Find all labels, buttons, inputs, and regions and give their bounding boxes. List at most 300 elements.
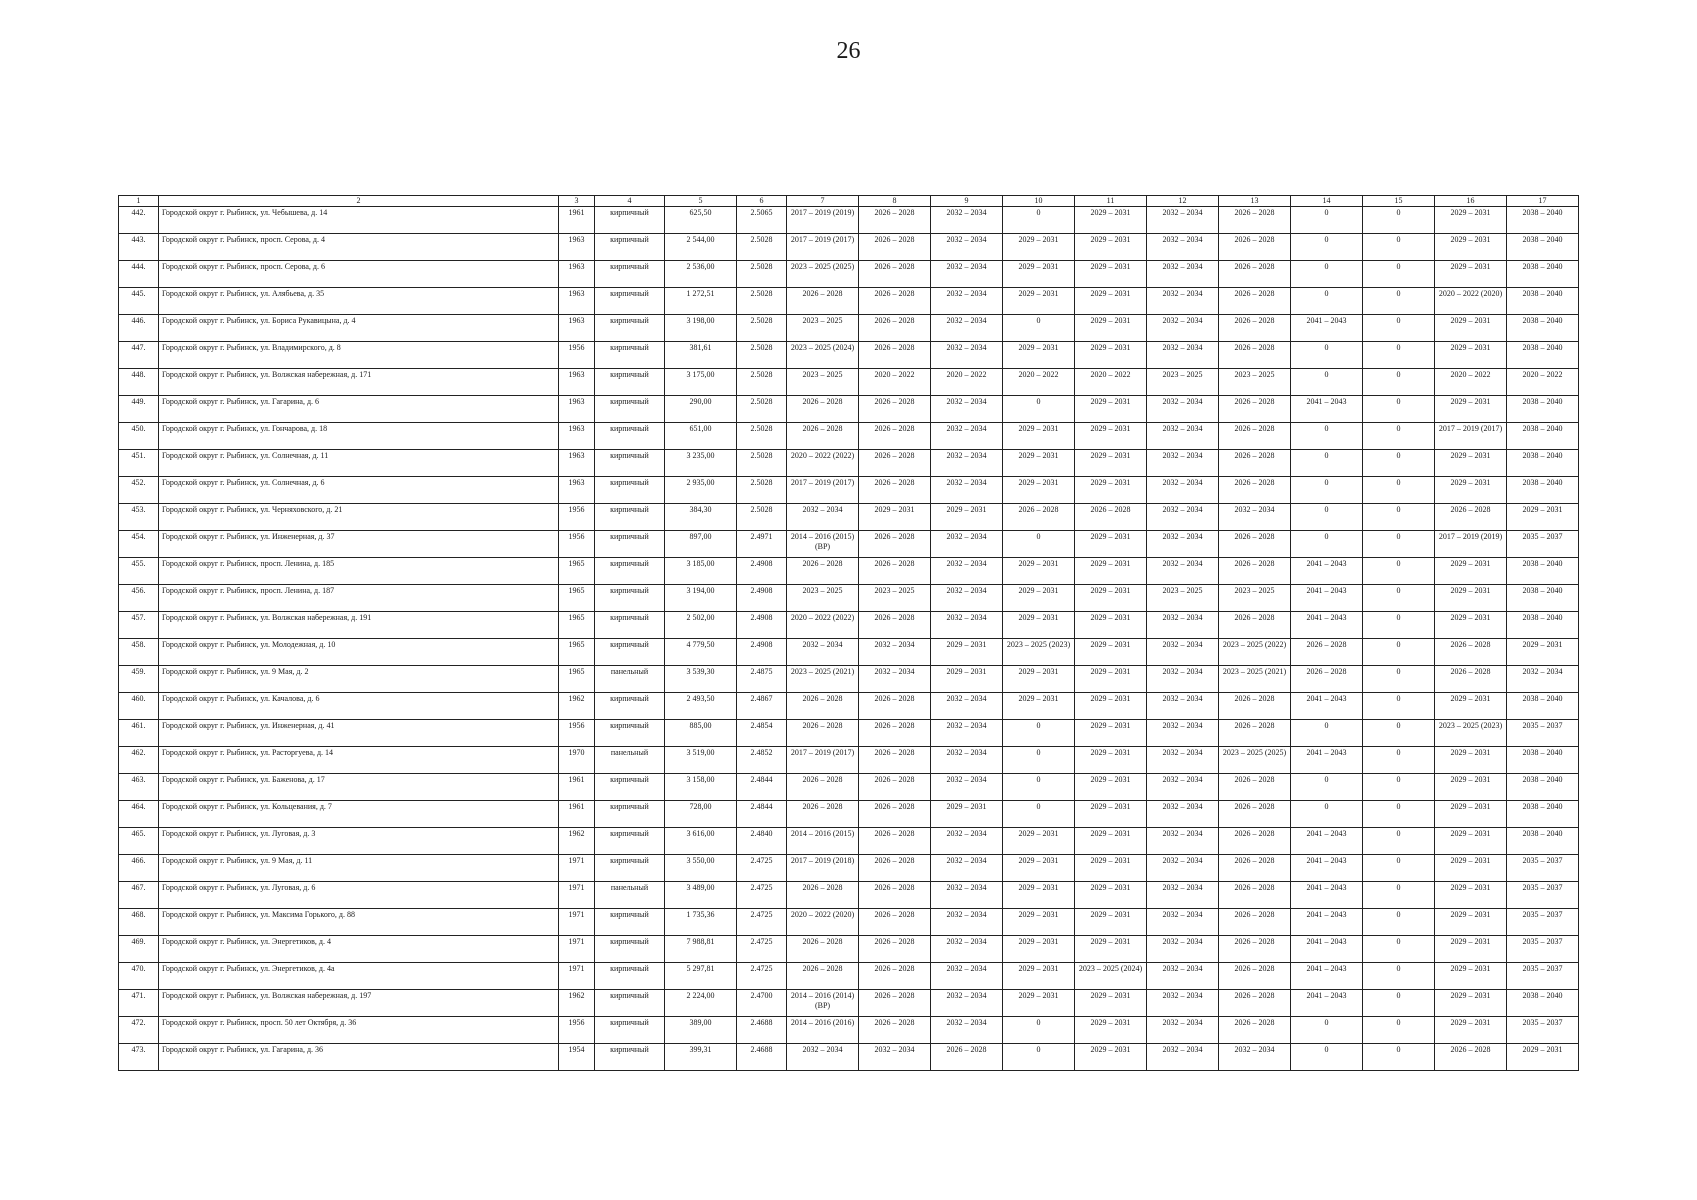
- table-cell: 2026 – 2028: [859, 342, 931, 369]
- row-number-cell: 449.: [119, 396, 159, 423]
- table-cell: 2029 – 2031: [1003, 963, 1075, 990]
- table-cell: 3 235,00: [665, 450, 737, 477]
- table-cell: 2.5028: [737, 423, 787, 450]
- table-cell: 2029 – 2031: [1075, 315, 1147, 342]
- table-cell: 0: [1291, 423, 1363, 450]
- table-cell: кирпичный: [595, 936, 665, 963]
- table-cell: кирпичный: [595, 315, 665, 342]
- table-cell: 2017 – 2019 (2017): [787, 234, 859, 261]
- table-row: [119, 909, 1579, 936]
- row-number-cell: 445.: [119, 288, 159, 315]
- table-cell: 2023 – 2025: [1219, 369, 1291, 396]
- column-header: 15: [1363, 196, 1435, 207]
- table-cell: 2014 – 2016 (2015) (ВР): [787, 531, 859, 558]
- row-number-cell: 460.: [119, 693, 159, 720]
- table-cell: 1956: [559, 531, 595, 558]
- table-cell: 2041 – 2043: [1291, 315, 1363, 342]
- table-cell: 2.4844: [737, 774, 787, 801]
- row-number-cell: 452.: [119, 477, 159, 504]
- column-header: 13: [1219, 196, 1291, 207]
- table-cell: 2029 – 2031: [1075, 855, 1147, 882]
- table-cell: 2029 – 2031: [1075, 477, 1147, 504]
- table-cell: 2026 – 2028: [1219, 963, 1291, 990]
- table-cell: 2026 – 2028: [787, 801, 859, 828]
- table-cell: 0: [1363, 693, 1435, 720]
- table-cell: 2023 – 2025 (2022): [1219, 639, 1291, 666]
- table-cell: 2038 – 2040: [1507, 234, 1579, 261]
- table-cell: 2026 – 2028: [1219, 288, 1291, 315]
- table-cell: 2032 – 2034: [859, 666, 931, 693]
- table-cell: 384,30: [665, 504, 737, 531]
- table-cell: 2029 – 2031: [1435, 963, 1507, 990]
- table-cell: 2032 – 2034: [931, 450, 1003, 477]
- row-number-cell: 463.: [119, 774, 159, 801]
- table-cell: 0: [1363, 1044, 1435, 1071]
- address-cell: Городской округ г. Рыбинск, ул. Волжская набережная, д. 171: [159, 369, 559, 396]
- table-cell: 2032 – 2034: [1147, 234, 1219, 261]
- row-number-cell: 450.: [119, 423, 159, 450]
- table-cell: 2035 – 2037: [1507, 909, 1579, 936]
- table-cell: 0: [1363, 558, 1435, 585]
- table-cell: 2029 – 2031: [1075, 612, 1147, 639]
- table-cell: кирпичный: [595, 612, 665, 639]
- table-cell: 2038 – 2040: [1507, 612, 1579, 639]
- table-cell: 2032 – 2034: [1147, 774, 1219, 801]
- table-cell: 2038 – 2040: [1507, 747, 1579, 774]
- table-cell: 0: [1363, 1017, 1435, 1044]
- row-number-cell: 457.: [119, 612, 159, 639]
- row-number-cell: 468.: [119, 909, 159, 936]
- table-cell: 0: [1363, 855, 1435, 882]
- table-cell: 0: [1291, 261, 1363, 288]
- table-cell: кирпичный: [595, 207, 665, 234]
- table-cell: 2026 – 2028: [1435, 504, 1507, 531]
- address-cell: Городской округ г. Рыбинск, ул. Бориса Рукавицына, д. 4: [159, 315, 559, 342]
- table-cell: 1970: [559, 747, 595, 774]
- table-cell: 2026 – 2028: [1219, 1017, 1291, 1044]
- table-cell: 2029 – 2031: [1435, 936, 1507, 963]
- table-cell: 2.4725: [737, 855, 787, 882]
- table-cell: 4 779,50: [665, 639, 737, 666]
- table-cell: 2026 – 2028: [859, 801, 931, 828]
- table-cell: 2032 – 2034: [931, 909, 1003, 936]
- row-number-cell: 448.: [119, 369, 159, 396]
- row-number-cell: 470.: [119, 963, 159, 990]
- table-cell: 1956: [559, 720, 595, 747]
- table-cell: 2032 – 2034: [931, 774, 1003, 801]
- table-cell: 2029 – 2031: [1075, 585, 1147, 612]
- table-cell: 2023 – 2025 (2021): [1219, 666, 1291, 693]
- table-cell: 2.4908: [737, 612, 787, 639]
- table-cell: 2035 – 2037: [1507, 720, 1579, 747]
- table-cell: 2029 – 2031: [1003, 342, 1075, 369]
- table-cell: 2014 – 2016 (2016): [787, 1017, 859, 1044]
- table-cell: 2029 – 2031: [1435, 747, 1507, 774]
- table-cell: 2.5028: [737, 234, 787, 261]
- address-cell: Городской округ г. Рыбинск, ул. Кольцевания, д. 7: [159, 801, 559, 828]
- table-cell: 2029 – 2031: [1435, 261, 1507, 288]
- table-cell: 2 493,50: [665, 693, 737, 720]
- table-cell: 2026 – 2028: [859, 990, 931, 1017]
- table-cell: 0: [1003, 774, 1075, 801]
- table-cell: 2032 – 2034: [787, 504, 859, 531]
- address-cell: Городской округ г. Рыбинск, ул. Волжская набережная, д. 197: [159, 990, 559, 1017]
- row-number-cell: 473.: [119, 1044, 159, 1071]
- table-cell: 2032 – 2034: [1147, 1044, 1219, 1071]
- table-cell: 2041 – 2043: [1291, 828, 1363, 855]
- table-cell: 2029 – 2031: [1435, 882, 1507, 909]
- table-row: [119, 747, 1579, 774]
- table-cell: 2026 – 2028: [1219, 612, 1291, 639]
- table-cell: кирпичный: [595, 477, 665, 504]
- table-cell: 1963: [559, 315, 595, 342]
- table-cell: 2029 – 2031: [1003, 990, 1075, 1017]
- table-cell: 2032 – 2034: [787, 1044, 859, 1071]
- table-cell: 2026 – 2028: [1219, 261, 1291, 288]
- table-cell: 2038 – 2040: [1507, 585, 1579, 612]
- table-cell: 2029 – 2031: [1003, 693, 1075, 720]
- table-cell: 2032 – 2034: [1147, 693, 1219, 720]
- table-cell: 2032 – 2034: [1147, 639, 1219, 666]
- table-cell: 2 536,00: [665, 261, 737, 288]
- address-cell: Городской округ г. Рыбинск, ул. Чебышева, д. 14: [159, 207, 559, 234]
- table-cell: 2029 – 2031: [1075, 936, 1147, 963]
- table-cell: 2038 – 2040: [1507, 342, 1579, 369]
- table-cell: 2029 – 2031: [1075, 423, 1147, 450]
- table-cell: 2026 – 2028: [859, 963, 931, 990]
- table-cell: 2.5028: [737, 315, 787, 342]
- table-cell: 2029 – 2031: [1075, 693, 1147, 720]
- table-cell: кирпичный: [595, 1044, 665, 1071]
- column-header: 8: [859, 196, 931, 207]
- table-cell: 2023 – 2025 (2021): [787, 666, 859, 693]
- table-cell: 0: [1363, 207, 1435, 234]
- table-cell: 2026 – 2028: [1219, 450, 1291, 477]
- row-number-cell: 469.: [119, 936, 159, 963]
- address-cell: Городской округ г. Рыбинск, просп. Ленина, д. 187: [159, 585, 559, 612]
- table-cell: 1956: [559, 342, 595, 369]
- table-cell: 0: [1291, 1017, 1363, 1044]
- table-cell: 2 935,00: [665, 477, 737, 504]
- table-cell: 2041 – 2043: [1291, 558, 1363, 585]
- table-cell: 2041 – 2043: [1291, 882, 1363, 909]
- table-cell: 2032 – 2034: [1147, 207, 1219, 234]
- table-cell: 2038 – 2040: [1507, 261, 1579, 288]
- table-cell: 0: [1363, 747, 1435, 774]
- table-cell: 2.4725: [737, 936, 787, 963]
- table-cell: 2023 – 2025: [1147, 369, 1219, 396]
- table-cell: 2029 – 2031: [1003, 423, 1075, 450]
- column-header: 5: [665, 196, 737, 207]
- table-cell: кирпичный: [595, 963, 665, 990]
- table-cell: 2023 – 2025: [787, 315, 859, 342]
- column-header: 14: [1291, 196, 1363, 207]
- table-cell: 2029 – 2031: [1435, 801, 1507, 828]
- table-cell: 2032 – 2034: [931, 261, 1003, 288]
- address-cell: Городской округ г. Рыбинск, ул. Качалова, д. 6: [159, 693, 559, 720]
- table-cell: 2041 – 2043: [1291, 396, 1363, 423]
- table-cell: 2032 – 2034: [1147, 1017, 1219, 1044]
- table-cell: 2032 – 2034: [1147, 531, 1219, 558]
- table-row: [119, 261, 1579, 288]
- table-cell: 2026 – 2028: [1219, 720, 1291, 747]
- table-cell: 2032 – 2034: [787, 639, 859, 666]
- table-cell: 2032 – 2034: [931, 1017, 1003, 1044]
- table-cell: 2029 – 2031: [1075, 396, 1147, 423]
- row-number-cell: 458.: [119, 639, 159, 666]
- table-cell: 2017 – 2019 (2019): [787, 207, 859, 234]
- table-cell: 2032 – 2034: [931, 612, 1003, 639]
- address-cell: Городской округ г. Рыбинск, ул. Солнечная, д. 11: [159, 450, 559, 477]
- table-cell: 2041 – 2043: [1291, 909, 1363, 936]
- table-cell: 1971: [559, 963, 595, 990]
- table-cell: 0: [1291, 207, 1363, 234]
- table-cell: 2041 – 2043: [1291, 990, 1363, 1017]
- table-cell: 2026 – 2028: [1219, 774, 1291, 801]
- table-row: [119, 558, 1579, 585]
- table-cell: 1963: [559, 450, 595, 477]
- column-header: 7: [787, 196, 859, 207]
- address-cell: Городской округ г. Рыбинск, ул. Расторгуева, д. 14: [159, 747, 559, 774]
- table-cell: 2020 – 2022: [1003, 369, 1075, 396]
- table-cell: 2038 – 2040: [1507, 990, 1579, 1017]
- column-header: 1: [119, 196, 159, 207]
- table-cell: 2026 – 2028: [1219, 855, 1291, 882]
- table-row: [119, 720, 1579, 747]
- column-header: 16: [1435, 196, 1507, 207]
- table-cell: 0: [1363, 477, 1435, 504]
- table-cell: 1971: [559, 936, 595, 963]
- table-cell: 2023 – 2025 (2024): [787, 342, 859, 369]
- table-cell: 2032 – 2034: [931, 288, 1003, 315]
- table-cell: 2.4867: [737, 693, 787, 720]
- table-cell: панельный: [595, 666, 665, 693]
- table-cell: 3 194,00: [665, 585, 737, 612]
- table-cell: 2.4700: [737, 990, 787, 1017]
- table-cell: 2029 – 2031: [1075, 882, 1147, 909]
- table-cell: 0: [1291, 774, 1363, 801]
- table-cell: 1965: [559, 666, 595, 693]
- table-cell: 0: [1291, 801, 1363, 828]
- column-header: 3: [559, 196, 595, 207]
- address-cell: Городской округ г. Рыбинск, ул. Энергетиков, д. 4: [159, 936, 559, 963]
- table-cell: 2038 – 2040: [1507, 693, 1579, 720]
- table-cell: 2026 – 2028: [1219, 990, 1291, 1017]
- table-cell: 2.5028: [737, 342, 787, 369]
- table-cell: 2032 – 2034: [1147, 612, 1219, 639]
- table-cell: 2029 – 2031: [1075, 639, 1147, 666]
- table-row: [119, 855, 1579, 882]
- table-cell: 2032 – 2034: [1147, 315, 1219, 342]
- table-cell: 2029 – 2031: [1003, 612, 1075, 639]
- table-cell: 1963: [559, 234, 595, 261]
- table-cell: 2026 – 2028: [1219, 477, 1291, 504]
- table-cell: 2032 – 2034: [931, 234, 1003, 261]
- table-cell: 2032 – 2034: [931, 558, 1003, 585]
- row-number-cell: 442.: [119, 207, 159, 234]
- address-cell: Городской округ г. Рыбинск, ул. Молодежная, д. 10: [159, 639, 559, 666]
- table-cell: кирпичный: [595, 585, 665, 612]
- table-cell: 2020 – 2022 (2020): [1435, 288, 1507, 315]
- table-cell: 2038 – 2040: [1507, 207, 1579, 234]
- table-cell: 2032 – 2034: [1147, 342, 1219, 369]
- table-cell: 1963: [559, 423, 595, 450]
- table-row: [119, 963, 1579, 990]
- table-cell: 2020 – 2022 (2022): [787, 612, 859, 639]
- table-cell: кирпичный: [595, 423, 665, 450]
- table-cell: 0: [1291, 531, 1363, 558]
- table-cell: 2023 – 2025: [787, 369, 859, 396]
- address-cell: Городской округ г. Рыбинск, ул. Гончарова, д. 18: [159, 423, 559, 450]
- table-cell: 2029 – 2031: [1003, 882, 1075, 909]
- address-cell: Городской округ г. Рыбинск, ул. Луговая, д. 6: [159, 882, 559, 909]
- table-cell: 2026 – 2028: [787, 693, 859, 720]
- table-cell: 2029 – 2031: [931, 639, 1003, 666]
- table-cell: 3 550,00: [665, 855, 737, 882]
- table-cell: 2020 – 2022: [1435, 369, 1507, 396]
- table-cell: 2029 – 2031: [1075, 801, 1147, 828]
- table-cell: кирпичный: [595, 774, 665, 801]
- table-cell: 2032 – 2034: [931, 720, 1003, 747]
- column-header: 4: [595, 196, 665, 207]
- table-cell: 0: [1363, 666, 1435, 693]
- table-cell: 2029 – 2031: [1075, 747, 1147, 774]
- table-cell: кирпичный: [595, 855, 665, 882]
- table-cell: 2.4854: [737, 720, 787, 747]
- address-cell: Городской округ г. Рыбинск, ул. Владимирского, д. 8: [159, 342, 559, 369]
- table-cell: 0: [1363, 423, 1435, 450]
- row-number-cell: 462.: [119, 747, 159, 774]
- table-cell: 0: [1003, 801, 1075, 828]
- table-cell: 2.4908: [737, 639, 787, 666]
- table-cell: 2026 – 2028: [787, 882, 859, 909]
- table-cell: 625,50: [665, 207, 737, 234]
- table-cell: 2026 – 2028: [859, 882, 931, 909]
- row-number-cell: 464.: [119, 801, 159, 828]
- table-cell: 0: [1291, 288, 1363, 315]
- row-number-cell: 459.: [119, 666, 159, 693]
- table-cell: 2026 – 2028: [859, 828, 931, 855]
- table-cell: 2038 – 2040: [1507, 477, 1579, 504]
- table-cell: 2 544,00: [665, 234, 737, 261]
- table-cell: 2020 – 2022: [859, 369, 931, 396]
- table-cell: 2020 – 2022 (2022): [787, 450, 859, 477]
- table-cell: 2029 – 2031: [1003, 855, 1075, 882]
- table-cell: 2029 – 2031: [1435, 990, 1507, 1017]
- table-cell: 2035 – 2037: [1507, 963, 1579, 990]
- table-cell: 2032 – 2034: [1147, 828, 1219, 855]
- table-cell: 2.4688: [737, 1017, 787, 1044]
- row-number-cell: 472.: [119, 1017, 159, 1044]
- table-cell: кирпичный: [595, 531, 665, 558]
- table-cell: 2.4688: [737, 1044, 787, 1071]
- table-cell: 2020 – 2022: [931, 369, 1003, 396]
- table-cell: 2029 – 2031: [1075, 828, 1147, 855]
- table-cell: 2029 – 2031: [1003, 909, 1075, 936]
- table-cell: 0: [1363, 585, 1435, 612]
- table-cell: 2017 – 2019 (2019): [1435, 531, 1507, 558]
- table-cell: 2017 – 2019 (2017): [787, 477, 859, 504]
- table-cell: 2026 – 2028: [1219, 423, 1291, 450]
- table-cell: 3 519,00: [665, 747, 737, 774]
- table-cell: 0: [1363, 396, 1435, 423]
- table-row: [119, 990, 1579, 1017]
- table-cell: кирпичный: [595, 288, 665, 315]
- table-cell: 0: [1363, 504, 1435, 531]
- table-row: [119, 504, 1579, 531]
- row-number-cell: 443.: [119, 234, 159, 261]
- table-cell: 2032 – 2034: [931, 531, 1003, 558]
- table-cell: 2032 – 2034: [1219, 504, 1291, 531]
- table-cell: 0: [1363, 990, 1435, 1017]
- table-cell: 2032 – 2034: [931, 396, 1003, 423]
- table-cell: 2026 – 2028: [1435, 1044, 1507, 1071]
- table-cell: 2032 – 2034: [931, 882, 1003, 909]
- table-cell: 2017 – 2019 (2018): [787, 855, 859, 882]
- table-cell: 2029 – 2031: [1075, 666, 1147, 693]
- table-cell: 2026 – 2028: [787, 396, 859, 423]
- table-cell: 0: [1003, 315, 1075, 342]
- table-cell: 2032 – 2034: [1147, 504, 1219, 531]
- table-cell: 2029 – 2031: [1003, 261, 1075, 288]
- address-cell: Городской округ г. Рыбинск, ул. Гагарина, д. 36: [159, 1044, 559, 1071]
- table-cell: 2026 – 2028: [859, 396, 931, 423]
- table-cell: 2032 – 2034: [1147, 261, 1219, 288]
- table-cell: 381,61: [665, 342, 737, 369]
- table-cell: 2041 – 2043: [1291, 963, 1363, 990]
- table-cell: 0: [1003, 720, 1075, 747]
- table-cell: 0: [1363, 450, 1435, 477]
- table-cell: 2014 – 2016 (2014) (ВР): [787, 990, 859, 1017]
- table-cell: 2020 – 2022 (2020): [787, 909, 859, 936]
- table-cell: 0: [1363, 531, 1435, 558]
- table-cell: 2017 – 2019 (2017): [787, 747, 859, 774]
- table-cell: 2026 – 2028: [859, 531, 931, 558]
- table-cell: 2032 – 2034: [1147, 477, 1219, 504]
- table-row: [119, 801, 1579, 828]
- table-cell: 2035 – 2037: [1507, 1017, 1579, 1044]
- table-cell: 1963: [559, 396, 595, 423]
- table-cell: 2026 – 2028: [859, 693, 931, 720]
- table-row: [119, 639, 1579, 666]
- table-cell: 2032 – 2034: [931, 585, 1003, 612]
- table-cell: 2032 – 2034: [931, 936, 1003, 963]
- table-cell: 2032 – 2034: [1147, 801, 1219, 828]
- address-cell: Городской округ г. Рыбинск, просп. Серова, д. 6: [159, 261, 559, 288]
- column-header: 11: [1075, 196, 1147, 207]
- table-cell: 1965: [559, 558, 595, 585]
- table-cell: 2038 – 2040: [1507, 558, 1579, 585]
- table-cell: 2032 – 2034: [1147, 936, 1219, 963]
- row-number-cell: 456.: [119, 585, 159, 612]
- table-cell: 2.4844: [737, 801, 787, 828]
- table-cell: 0: [1291, 1044, 1363, 1071]
- table-cell: кирпичный: [595, 639, 665, 666]
- table-cell: кирпичный: [595, 234, 665, 261]
- table-cell: 2029 – 2031: [1075, 558, 1147, 585]
- table-cell: 2029 – 2031: [1075, 720, 1147, 747]
- table-cell: 2029 – 2031: [1435, 315, 1507, 342]
- table-cell: 2038 – 2040: [1507, 396, 1579, 423]
- table-cell: 2032 – 2034: [931, 315, 1003, 342]
- table-cell: 2041 – 2043: [1291, 585, 1363, 612]
- table-cell: 2026 – 2028: [787, 720, 859, 747]
- table-cell: 2029 – 2031: [1435, 396, 1507, 423]
- table-cell: 1961: [559, 774, 595, 801]
- address-cell: Городской округ г. Рыбинск, ул. Максима Горького, д. 88: [159, 909, 559, 936]
- table-cell: 0: [1003, 396, 1075, 423]
- table-cell: 2029 – 2031: [1435, 855, 1507, 882]
